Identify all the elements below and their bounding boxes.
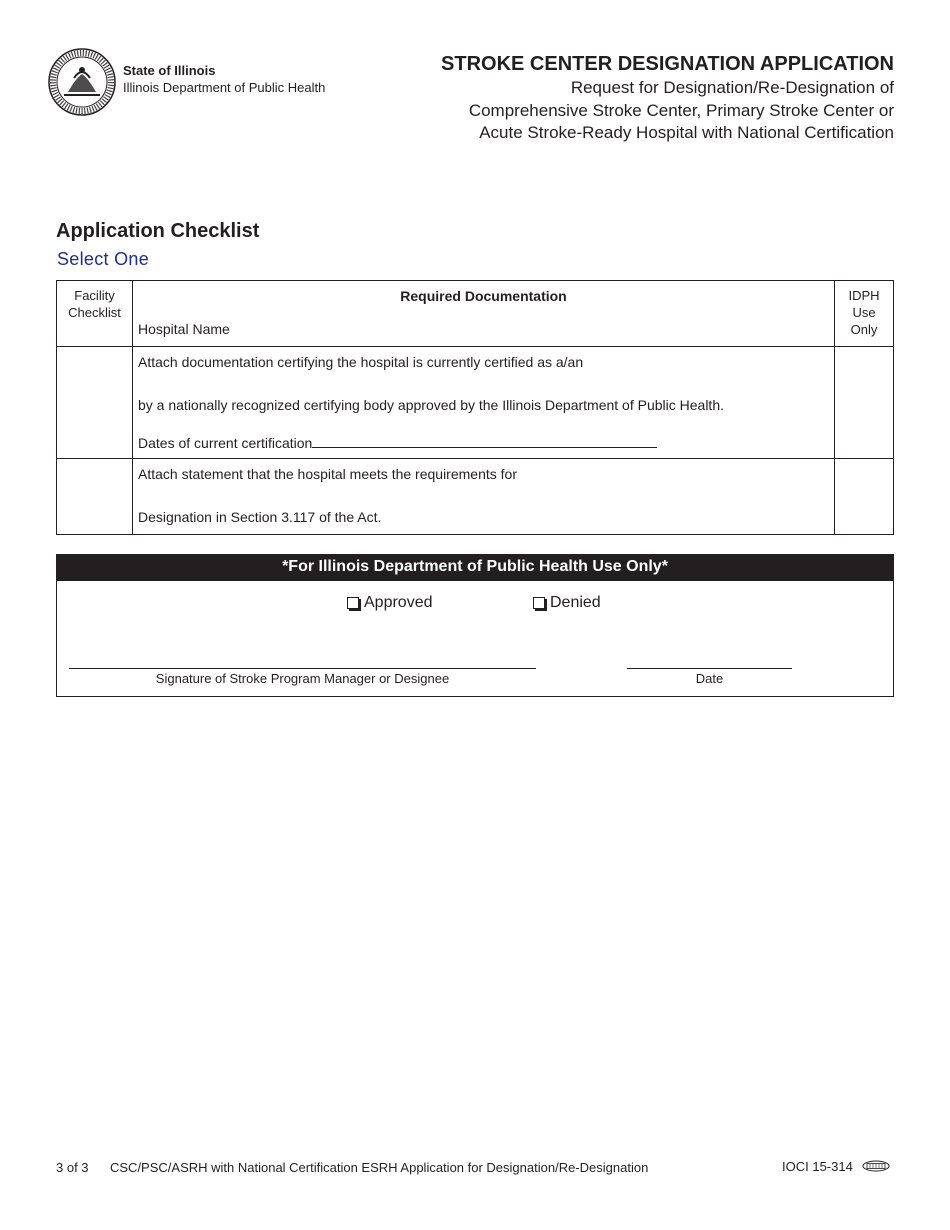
- dates-of-certification: [138, 434, 657, 452]
- printer-union-bug-icon: [862, 1160, 890, 1175]
- footer-form-id-wrap: [782, 1159, 890, 1175]
- approved-checkbox[interactable]: [347, 594, 433, 612]
- column-divider: [132, 281, 133, 534]
- dates-input-line[interactable]: [312, 434, 657, 448]
- col-header-required: Required Documentation: [400, 288, 567, 304]
- row2-line2: Designation in Section 3.117 of the Act.: [138, 509, 382, 525]
- signature-line[interactable]: [69, 668, 536, 669]
- footer-description: CSC/PSC/ASRH with National Certification ESRH Application for Designation/Re-Designation: [110, 1160, 649, 1175]
- hospital-name-label: Hospital Name: [138, 321, 230, 337]
- subtitle-line-2: Comprehensive Stroke Center, Primary Stroke Center or: [468, 100, 894, 120]
- denied-checkbox[interactable]: [533, 594, 601, 612]
- select-one-dropdown[interactable]: Select One: [57, 249, 150, 269]
- illinois-state-seal-icon: [48, 48, 116, 116]
- checklist-table: [56, 280, 894, 535]
- date-label: Date: [695, 671, 724, 686]
- subtitle-line-1: Request for Designation/Re-Designation of: [570, 78, 894, 97]
- section-title: Application Checklist: [56, 220, 260, 242]
- document-title: STROKE CENTER DESIGNATION APPLICATION: [441, 53, 894, 75]
- dates-label: Dates of current certification: [138, 435, 313, 451]
- agency-department: Illinois Department of Public Health: [123, 80, 326, 95]
- checkbox-icon: [533, 597, 545, 609]
- col-header-idph: IDPH Use Only: [848, 288, 880, 337]
- title-block: [441, 51, 894, 145]
- idph-use-only-box: [56, 554, 894, 697]
- signature-label: Signature of Stroke Program Manager or Designee: [155, 671, 450, 686]
- row2-line1: Attach statement that the hospital meets the requirements for: [138, 466, 517, 482]
- column-divider: [834, 281, 835, 534]
- checkbox-icon: [347, 597, 359, 609]
- col-header-facility: Facility Checklist: [68, 288, 121, 320]
- row1-line2: by a nationally recognized certifying body approved by the Illinois Department of Public Health.: [138, 397, 724, 413]
- row-divider: [57, 458, 893, 459]
- form-id: IOCI 15-314: [782, 1159, 853, 1174]
- denied-label: Denied: [550, 594, 601, 611]
- row1-line1: Attach documentation certifying the hospital is currently certified as a/an: [138, 354, 584, 370]
- approved-label: Approved: [364, 594, 433, 611]
- page-number: 3 of 3: [56, 1160, 89, 1175]
- subtitle-line-3: Acute Stroke-Ready Hospital with National Certification: [479, 123, 894, 142]
- idph-banner: *For Illinois Department of Public Health Use Only*: [57, 555, 893, 581]
- agency-state: State of Illinois: [123, 63, 216, 78]
- date-line[interactable]: [627, 668, 792, 669]
- row-divider: [57, 346, 893, 347]
